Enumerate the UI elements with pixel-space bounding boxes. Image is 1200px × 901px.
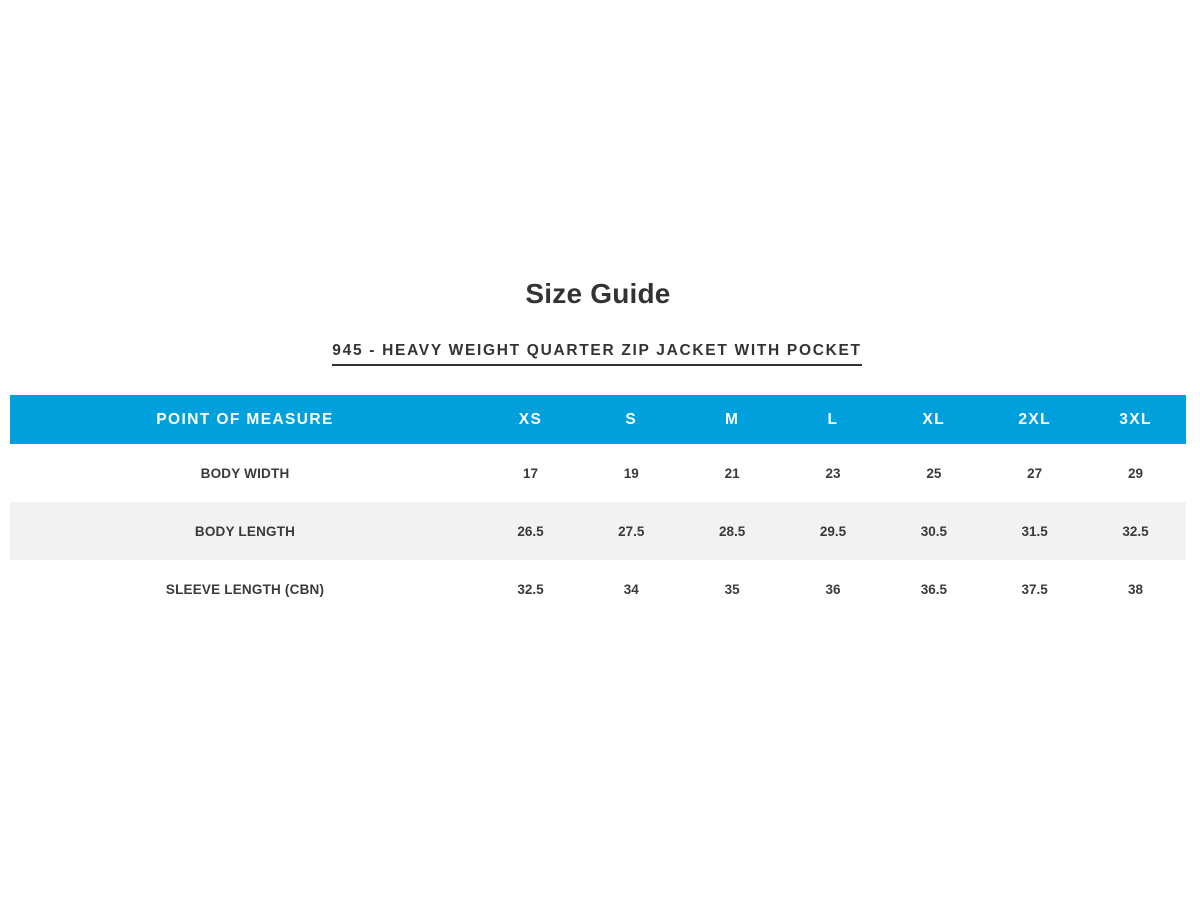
table-cell: 27	[1027, 465, 1043, 481]
product-name: 945 - HEAVY WEIGHT QUARTER ZIP JACKET WITH POCKET	[332, 342, 861, 366]
table-cell: 34	[623, 581, 639, 597]
table-cell: 17	[522, 465, 538, 481]
table-cell: 36	[825, 581, 841, 597]
table-cell: 38	[1128, 581, 1144, 597]
row-label: SLEEVE LENGTH (CBN)	[165, 581, 325, 597]
page-title: Size Guide	[525, 278, 671, 309]
column-header-l: L	[827, 410, 839, 428]
row-label: BODY WIDTH	[200, 465, 290, 481]
table-cell: 21	[724, 465, 740, 481]
table-cell: 29.5	[819, 523, 847, 539]
table-header-row	[10, 395, 1186, 444]
table-cell: 19	[623, 465, 639, 481]
column-header-3xl: 3XL	[1119, 410, 1152, 428]
row-label: BODY LENGTH	[194, 523, 296, 539]
table-cell: 27.5	[618, 523, 645, 539]
table-cell: 30.5	[920, 523, 947, 539]
table-cell: 31.5	[1021, 523, 1048, 539]
table-cell: 28.5	[719, 523, 746, 539]
table-cell: 32.5	[517, 581, 544, 597]
table-row-sleeve-length	[10, 560, 1186, 618]
column-header-xl: XL	[922, 410, 946, 428]
table-cell: 32.5	[1122, 523, 1149, 539]
table-cell: 23	[825, 465, 841, 481]
table-cell: 37.5	[1021, 581, 1048, 597]
column-header-point-of-measure: POINT OF MEASURE	[156, 410, 334, 428]
column-header-2xl: 2XL	[1018, 410, 1051, 428]
product-heading	[0, 342, 1194, 366]
size-table	[10, 395, 1186, 618]
table-row-body-width	[10, 444, 1186, 502]
table-cell: 25	[926, 465, 942, 481]
table-cell: 35	[724, 581, 740, 597]
table-cell: 26.5	[517, 523, 544, 539]
column-header-s: S	[625, 410, 638, 428]
table-row-body-length	[10, 502, 1186, 560]
column-header-xs: XS	[518, 410, 543, 428]
column-header-m: M	[724, 410, 740, 428]
table-cell: 36.5	[920, 581, 947, 597]
table-cell: 29	[1128, 465, 1144, 481]
